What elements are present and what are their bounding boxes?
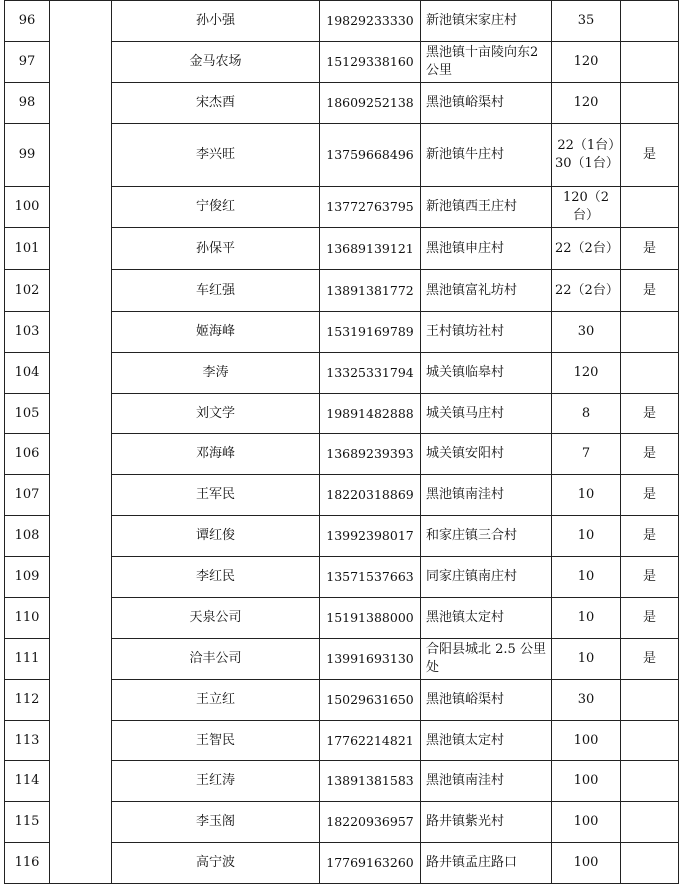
flag-cell: 是 [621, 228, 679, 270]
address-cell: 新池镇西王庄村 [421, 187, 552, 228]
capacity-cell: 8 [552, 394, 621, 434]
phone-cell: 15129338160 [320, 42, 421, 83]
capacity-cell: 30 [552, 680, 621, 721]
capacity-cell: 10 [552, 557, 621, 598]
flag-cell: 是 [621, 124, 679, 187]
merged-group-cell [50, 639, 112, 680]
merged-group-cell [50, 557, 112, 598]
row-number-cell: 98 [5, 83, 50, 124]
merged-group-cell [50, 475, 112, 516]
capacity-cell: 120（2台） [552, 187, 621, 228]
capacity-cell: 22（2台） [552, 270, 621, 312]
capacity-cell: 120 [552, 353, 621, 394]
capacity-cell: 22（1台）30（1台） [552, 124, 621, 187]
name-cell: 孙小强 [112, 1, 320, 42]
capacity-cell: 10 [552, 598, 621, 639]
merged-group-cell [50, 761, 112, 802]
flag-cell [621, 721, 679, 761]
capacity-cell: 100 [552, 721, 621, 761]
name-cell: 谭红俊 [112, 516, 320, 557]
phone-cell: 13891381583 [320, 761, 421, 802]
address-cell: 黑池镇南洼村 [421, 475, 552, 516]
phone-cell: 13325331794 [320, 353, 421, 394]
merged-group-cell [50, 270, 112, 312]
merged-group-cell [50, 680, 112, 721]
flag-cell [621, 802, 679, 843]
flag-cell: 是 [621, 475, 679, 516]
table-row [5, 1, 679, 42]
name-cell: 宋杰酉 [112, 83, 320, 124]
address-cell: 城关镇安阳村 [421, 434, 552, 475]
merged-group-cell [50, 187, 112, 228]
table-row [5, 516, 679, 557]
phone-cell: 18220936957 [320, 802, 421, 843]
row-number-cell: 114 [5, 761, 50, 802]
table-row [5, 187, 679, 228]
row-number-cell: 108 [5, 516, 50, 557]
phone-cell: 17762214821 [320, 721, 421, 761]
phone-cell: 13991693130 [320, 639, 421, 680]
row-number-cell: 103 [5, 312, 50, 353]
row-number-cell: 96 [5, 1, 50, 42]
flag-cell [621, 312, 679, 353]
name-cell: 洽丰公司 [112, 639, 320, 680]
name-cell: 宁俊红 [112, 187, 320, 228]
table-row [5, 639, 679, 680]
address-cell: 黑池镇南洼村 [421, 761, 552, 802]
name-cell: 李涛 [112, 353, 320, 394]
phone-cell: 13689239393 [320, 434, 421, 475]
merged-group-cell [50, 434, 112, 475]
table-row [5, 434, 679, 475]
row-number-cell: 100 [5, 187, 50, 228]
table-row [5, 124, 679, 187]
flag-cell [621, 83, 679, 124]
name-cell: 李红民 [112, 557, 320, 598]
capacity-cell: 100 [552, 843, 621, 884]
name-cell: 刘文学 [112, 394, 320, 434]
row-number-cell: 104 [5, 353, 50, 394]
phone-cell: 13571537663 [320, 557, 421, 598]
flag-cell: 是 [621, 394, 679, 434]
table-row [5, 761, 679, 802]
name-cell: 金马农场 [112, 42, 320, 83]
phone-cell: 13689139121 [320, 228, 421, 270]
merged-group-cell [50, 394, 112, 434]
table-row [5, 475, 679, 516]
merged-group-cell [50, 1, 112, 42]
table-row [5, 598, 679, 639]
row-number-cell: 105 [5, 394, 50, 434]
table-row [5, 843, 679, 884]
address-cell: 路井镇紫光村 [421, 802, 552, 843]
row-number-cell: 97 [5, 42, 50, 83]
merged-group-cell [50, 802, 112, 843]
table-row [5, 228, 679, 270]
name-cell: 高宁波 [112, 843, 320, 884]
table-row [5, 42, 679, 83]
address-cell: 黑池镇峪渠村 [421, 83, 552, 124]
row-number-cell: 115 [5, 802, 50, 843]
name-cell: 王军民 [112, 475, 320, 516]
address-cell: 合阳县城北 2.5 公里处 [421, 639, 552, 680]
name-cell: 车红强 [112, 270, 320, 312]
phone-cell: 15191388000 [320, 598, 421, 639]
capacity-cell: 100 [552, 761, 621, 802]
records-table-body [5, 1, 679, 884]
phone-cell: 13759668496 [320, 124, 421, 187]
merged-group-cell [50, 312, 112, 353]
merged-group-cell [50, 843, 112, 884]
flag-cell: 是 [621, 270, 679, 312]
row-number-cell: 102 [5, 270, 50, 312]
row-number-cell: 111 [5, 639, 50, 680]
capacity-cell: 120 [552, 42, 621, 83]
name-cell: 王红涛 [112, 761, 320, 802]
name-cell: 王立红 [112, 680, 320, 721]
capacity-cell: 7 [552, 434, 621, 475]
capacity-cell: 35 [552, 1, 621, 42]
row-number-cell: 110 [5, 598, 50, 639]
address-cell: 黑池镇太定村 [421, 598, 552, 639]
address-cell: 新池镇牛庄村 [421, 124, 552, 187]
flag-cell: 是 [621, 639, 679, 680]
phone-cell: 15029631650 [320, 680, 421, 721]
phone-cell: 18220318869 [320, 475, 421, 516]
merged-group-cell [50, 124, 112, 187]
capacity-cell: 10 [552, 516, 621, 557]
capacity-cell: 10 [552, 639, 621, 680]
table-row [5, 83, 679, 124]
flag-cell: 是 [621, 598, 679, 639]
capacity-cell: 120 [552, 83, 621, 124]
phone-cell: 15319169789 [320, 312, 421, 353]
address-cell: 黑池镇峪渠村 [421, 680, 552, 721]
merged-group-cell [50, 721, 112, 761]
flag-cell [621, 42, 679, 83]
name-cell: 孙保平 [112, 228, 320, 270]
phone-cell: 13891381772 [320, 270, 421, 312]
merged-group-cell [50, 353, 112, 394]
phone-cell: 13772763795 [320, 187, 421, 228]
address-cell: 路井镇孟庄路口 [421, 843, 552, 884]
merged-group-cell [50, 228, 112, 270]
flag-cell: 是 [621, 516, 679, 557]
address-cell: 黑池镇申庄村 [421, 228, 552, 270]
table-row [5, 312, 679, 353]
table-row [5, 394, 679, 434]
name-cell: 王智民 [112, 721, 320, 761]
name-cell: 李玉阁 [112, 802, 320, 843]
row-number-cell: 99 [5, 124, 50, 187]
address-cell: 黑池镇太定村 [421, 721, 552, 761]
table-row [5, 680, 679, 721]
address-cell: 和家庄镇三合村 [421, 516, 552, 557]
records-table [4, 0, 679, 884]
row-number-cell: 112 [5, 680, 50, 721]
capacity-cell: 100 [552, 802, 621, 843]
row-number-cell: 107 [5, 475, 50, 516]
phone-cell: 13992398017 [320, 516, 421, 557]
phone-cell: 17769163260 [320, 843, 421, 884]
name-cell: 姬海峰 [112, 312, 320, 353]
capacity-cell: 22（2台） [552, 228, 621, 270]
flag-cell [621, 1, 679, 42]
row-number-cell: 116 [5, 843, 50, 884]
merged-group-cell [50, 598, 112, 639]
name-cell: 天泉公司 [112, 598, 320, 639]
capacity-cell: 10 [552, 475, 621, 516]
table-row [5, 270, 679, 312]
address-cell: 同家庄镇南庄村 [421, 557, 552, 598]
flag-cell: 是 [621, 557, 679, 598]
address-cell: 黑池镇十亩陵向东2公里 [421, 42, 552, 83]
row-number-cell: 101 [5, 228, 50, 270]
flag-cell [621, 353, 679, 394]
row-number-cell: 109 [5, 557, 50, 598]
row-number-cell: 106 [5, 434, 50, 475]
name-cell: 李兴旺 [112, 124, 320, 187]
flag-cell [621, 843, 679, 884]
flag-cell [621, 187, 679, 228]
address-cell: 王村镇坊社村 [421, 312, 552, 353]
phone-cell: 19829233330 [320, 1, 421, 42]
table-row [5, 557, 679, 598]
table-row [5, 721, 679, 761]
address-cell: 城关镇临皋村 [421, 353, 552, 394]
phone-cell: 18609252138 [320, 83, 421, 124]
merged-group-cell [50, 516, 112, 557]
capacity-cell: 30 [552, 312, 621, 353]
flag-cell [621, 680, 679, 721]
merged-group-cell [50, 83, 112, 124]
table-row [5, 802, 679, 843]
table-row [5, 353, 679, 394]
address-cell: 新池镇宋家庄村 [421, 1, 552, 42]
address-cell: 黑池镇富礼坊村 [421, 270, 552, 312]
phone-cell: 19891482888 [320, 394, 421, 434]
merged-group-cell [50, 42, 112, 83]
name-cell: 邓海峰 [112, 434, 320, 475]
address-cell: 城关镇马庄村 [421, 394, 552, 434]
row-number-cell: 113 [5, 721, 50, 761]
flag-cell: 是 [621, 434, 679, 475]
flag-cell [621, 761, 679, 802]
